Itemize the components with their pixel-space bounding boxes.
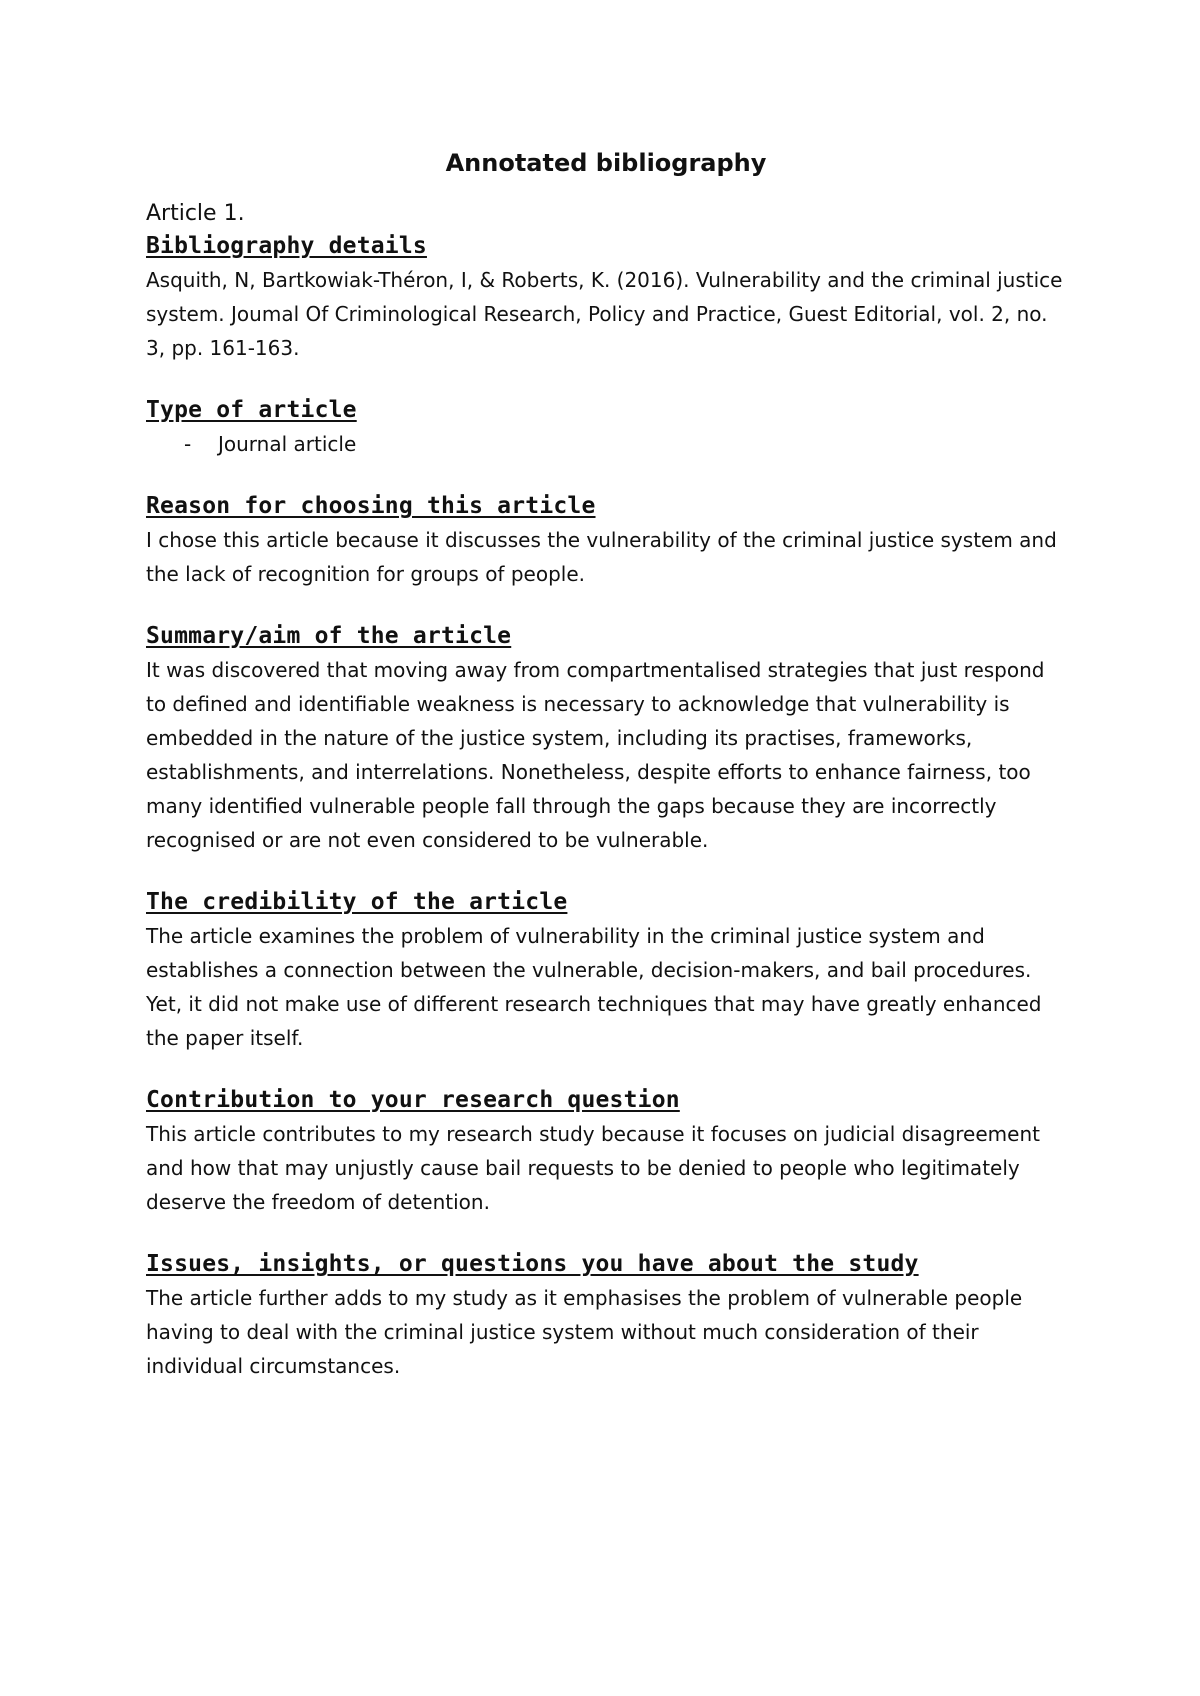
dash-bullet: -: [184, 432, 192, 456]
summary-text: It was discovered that moving away from compartmentalised strategies that just respond to defined and identifiable weakness is necessary to acknowledge that vulnerability is embedded in the nature of the justice system, including its practises, frameworks, establishments, and interrelations. Nonetheless, despite efforts to enhance fairness, too many identified vulnerable people fall through the gaps because they are incorrectly recognised or are not even considered to be vulnerable.: [146, 658, 1045, 852]
bibliography-heading: Bibliography details: [146, 233, 427, 259]
issues-section: [146, 1247, 1066, 1383]
document-title: Annotated bibliography: [445, 149, 767, 177]
contribution-text: This article contributes to my research study because it focuses on judicial disagreement and how that may unjustly cause bail requests to be denied to people who legitimately deserve the freedom of detention.: [146, 1122, 1040, 1214]
article-number: Article 1.: [146, 201, 245, 226]
credibility-section: [146, 885, 1066, 1055]
document-content: [146, 145, 1066, 1383]
reason-heading: Reason for choosing this article: [146, 493, 596, 519]
summary-heading: Summary/aim of the article: [146, 623, 512, 649]
reason-text: I chose this article because it discusses the vulnerability of the criminal justice system and the lack of recognition for groups of people.: [146, 528, 1057, 586]
bibliography-section: [146, 229, 1066, 365]
type-list: [146, 427, 1066, 461]
type-heading: Type of article: [146, 397, 357, 423]
credibility-heading: The credibility of the article: [146, 889, 568, 915]
credibility-text: The article examines the problem of vulnerability in the criminal justice system and establishes a connection between the vulnerable, decision-makers, and bail procedures. Yet, it did not make use of different research techniques that may have greatly enhanced the paper itself.: [146, 924, 1042, 1050]
type-section: [146, 393, 1066, 461]
list-item: [146, 427, 1066, 461]
contribution-heading: Contribution to your research question: [146, 1087, 680, 1113]
issues-heading: Issues, insights, or questions you have about the study: [146, 1251, 919, 1277]
contribution-section: [146, 1083, 1066, 1219]
type-item-text: Journal article: [218, 432, 357, 456]
bibliography-text: Asquith, N, Bartkowiak-Théron, I, & Roberts, K. (2016). Vulnerability and the criminal justice system. Joumal Of Criminological Research, Policy and Practice, Guest Editorial, vol. 2, no. 3, pp. 161-163.: [146, 268, 1063, 360]
reason-section: [146, 489, 1066, 591]
summary-section: [146, 619, 1066, 857]
issues-text: The article further adds to my study as it emphasises the problem of vulnerable people having to deal with the criminal justice system without much consideration of their individual circumstances.: [146, 1286, 1023, 1378]
